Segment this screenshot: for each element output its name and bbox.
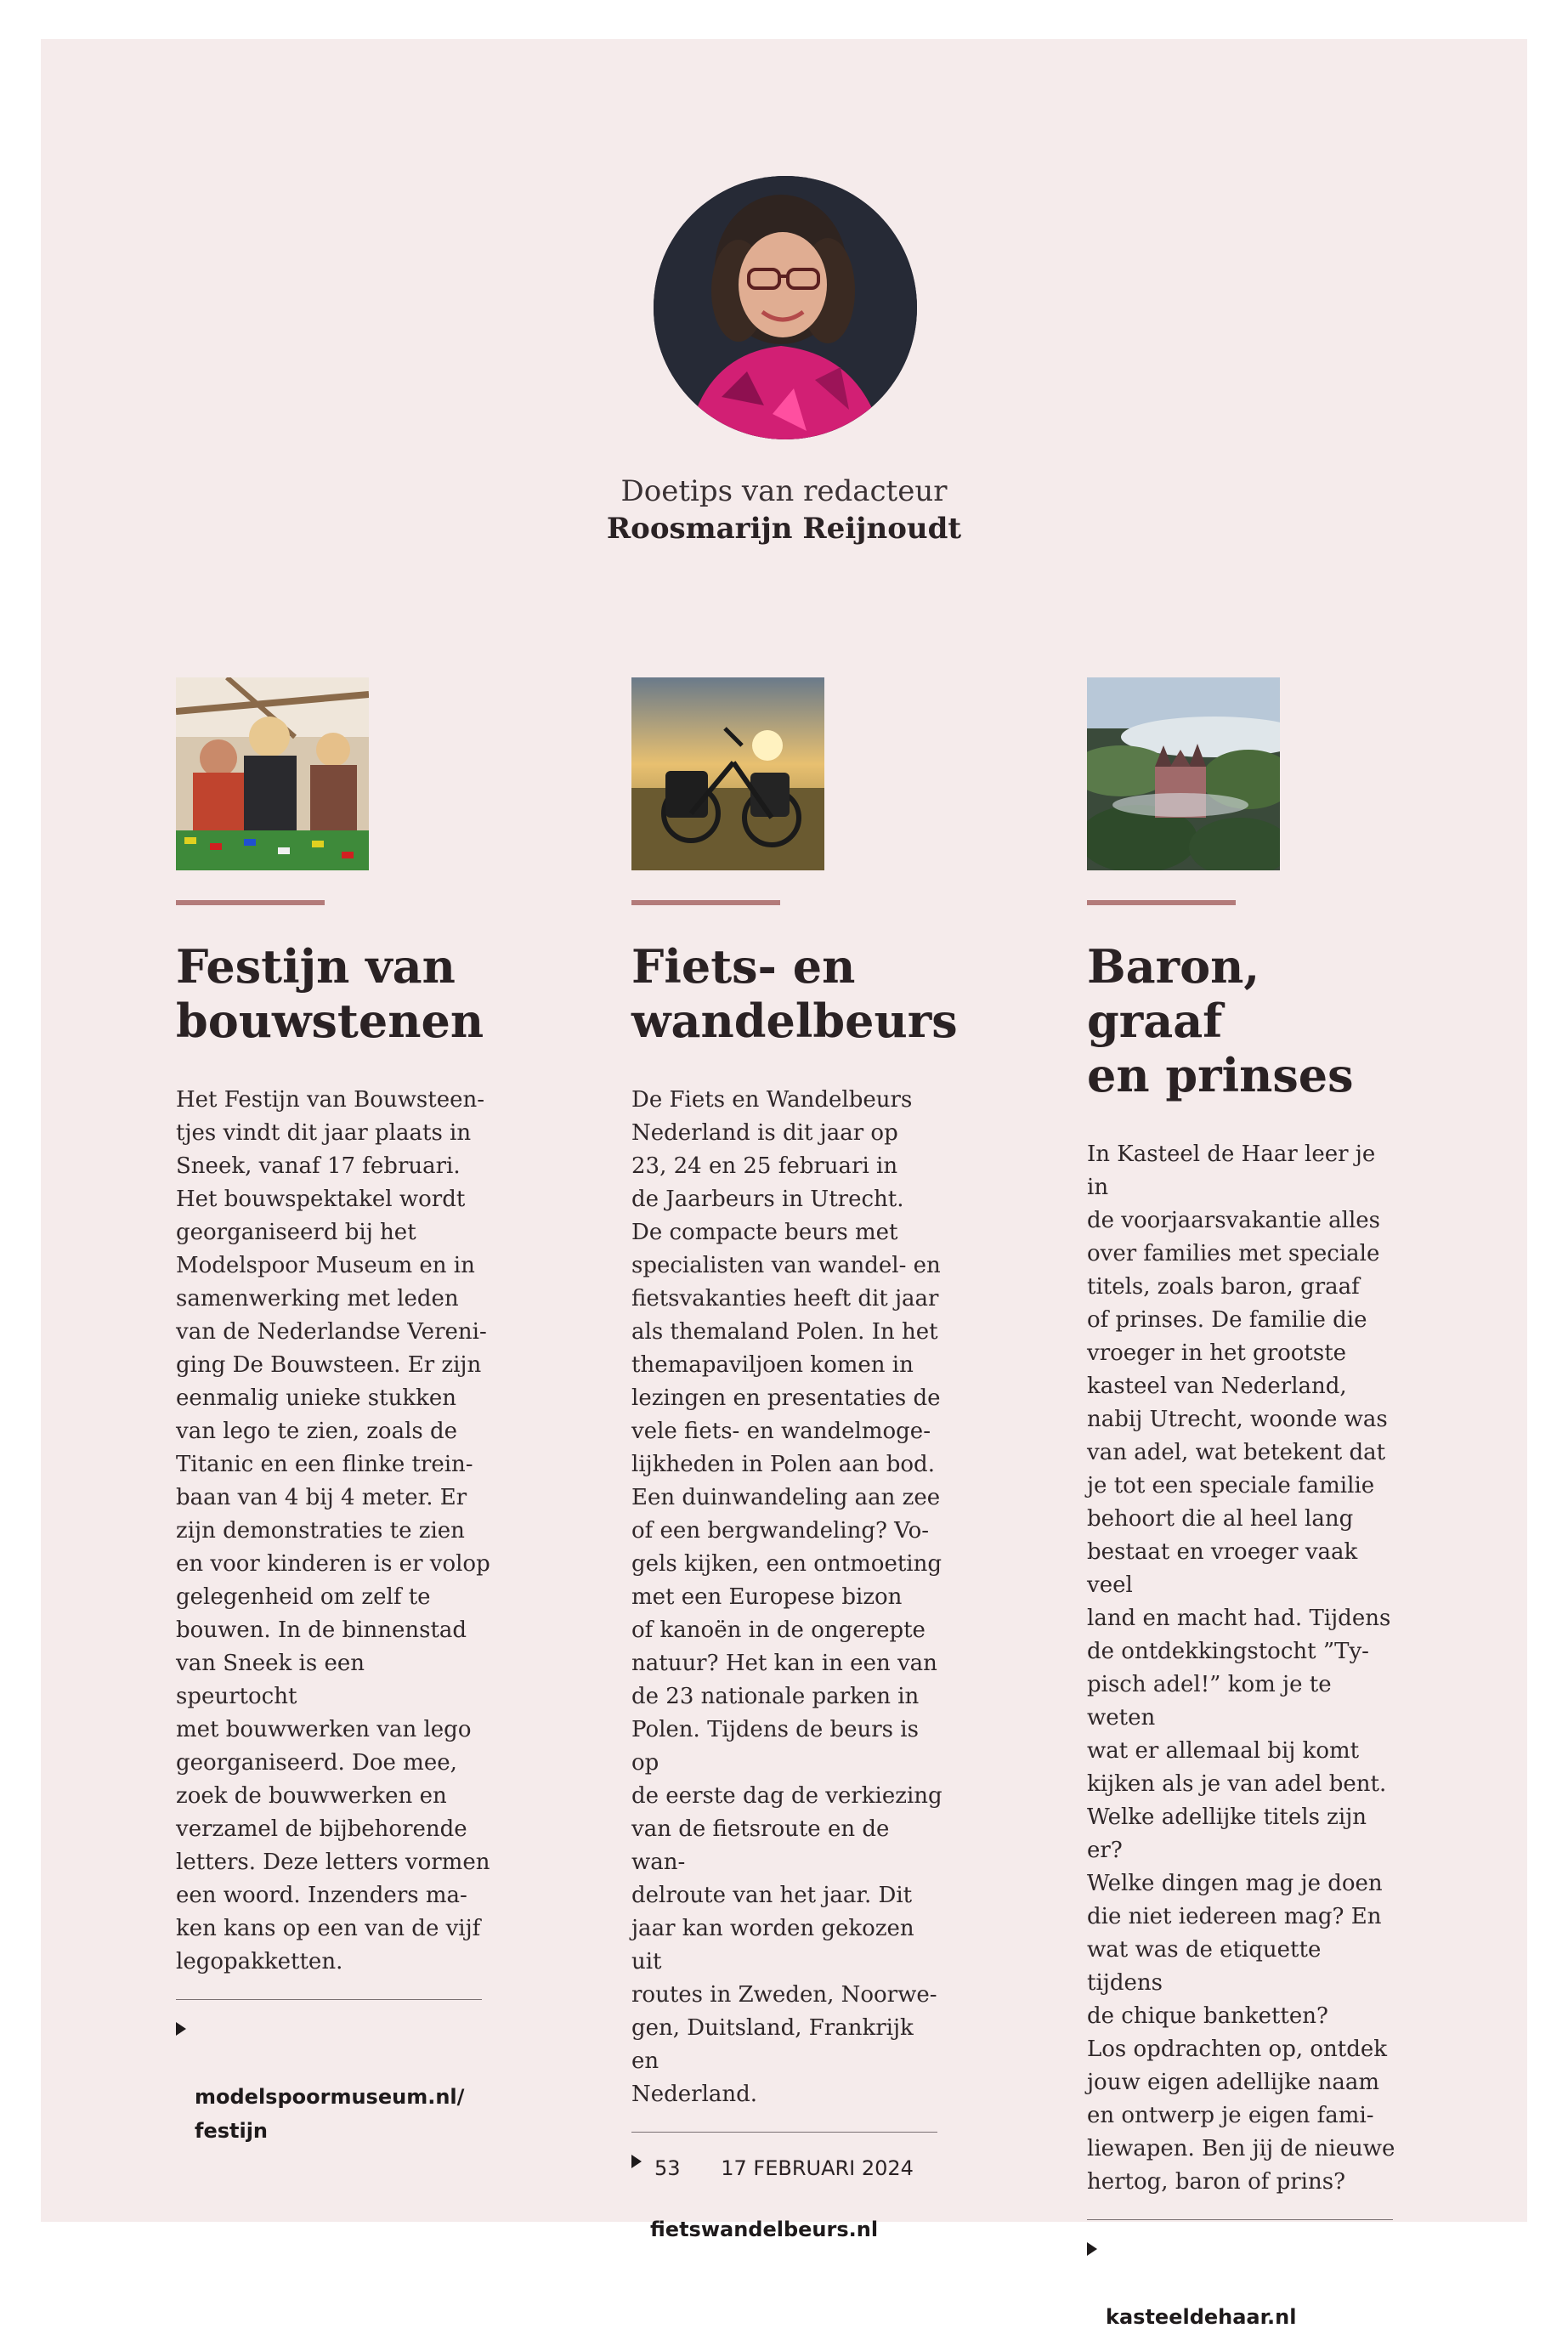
header-subtitle: Doetips van redacteur <box>620 474 948 508</box>
article-title: Fiets- en wandelbeurs <box>631 939 958 1048</box>
article-link-text: kasteeldehaar.nl <box>1106 2305 1297 2329</box>
author-avatar <box>654 176 917 439</box>
page-footer <box>0 2156 1568 2180</box>
article-body: De Fiets en Wandelbeurs Nederland is dit jaar op 23, 24 en 25 februari in de Jaarbeurs in Utrecht. De compacte beurs met specialisten van wandel- en fietsvakanties heeft dit jaar als themaland Polen. In het themapaviljoen komen in lezingen en presentaties de vele fiets- en wandelmoge- lijkheden in Polen aan bod. Een duinwandeling aan zee of een bergwandeling? Vo- gels kijken, een ontmoeting met een Europese bizon of kanoën in de ongerepte natuur? Het kan in een van de 23 nationale parken in Polen. Tijdens de beurs is op de eerste dag de verkiezing van de fietsroute en de wan- delroute van het jaar. Dit jaar kan worden gekozen uit routes in Zweden, Noorwe- gen, Duitsland, Frankrijk en Nederland. <box>631 1087 942 2107</box>
article-column-3 <box>1087 677 1393 2334</box>
page-number: 53 <box>654 2156 681 2180</box>
article-link[interactable] <box>176 2012 482 2148</box>
portrait-photo-icon <box>654 176 917 439</box>
children-lego-photo-icon <box>176 677 369 870</box>
article-title: Baron, graaf en prinses <box>1087 939 1354 1102</box>
castle-aerial-photo-icon <box>1087 677 1280 870</box>
issue-date: 17 FEBRUARI 2024 <box>721 2156 914 2180</box>
accent-divider <box>631 900 780 905</box>
accent-divider <box>176 900 325 905</box>
triangle-right-icon <box>176 2022 186 2036</box>
article-link-text: modelspoormuseum.nl/ festijn <box>195 2085 465 2143</box>
triangle-right-icon <box>1087 2242 1097 2256</box>
article-body: In Kasteel de Haar leer je in de voorjaarsvakantie alles over families met speciale titels, zoals baron, graaf of prinses. De familie die vroeger in het grootste kasteel van Nederland, nabij Utrecht, woonde was van adel, wat betekent dat je tot een speciale familie behoort die al heel lang bestaat en vroeger vaak veel land en macht had. Tijdens de ontdekkingstocht ”Ty- pisch adel!” kom je te weten wat er allemaal bij komt kijken als je van adel bent. Welke adellijke titels zijn er? Welke dingen mag je doen die niet iedereen mag? En wat was de etiquette tijdens de chique banketten? Los opdrachten op, ontdek jouw eigen adellijke naam en ontwerp je eigen fami- liewapen. Ben jij de nieuwe hertog, baron of prins? <box>1087 1142 1395 2195</box>
article-column-2 <box>631 677 958 2246</box>
accent-divider <box>1087 900 1236 905</box>
author-name: Roosmarijn Reijnoudt <box>606 512 962 546</box>
article-column-1 <box>176 677 490 2148</box>
article-image <box>631 677 824 870</box>
article-title: Festijn van bouwstenen <box>176 939 484 1048</box>
article-link-text: fietswandelbeurs.nl <box>650 2218 879 2241</box>
link-divider <box>631 2132 937 2133</box>
article-image <box>1087 677 1280 870</box>
article-link[interactable] <box>1087 2232 1393 2334</box>
link-divider <box>1087 2219 1393 2220</box>
article-image <box>176 677 369 870</box>
bicycle-sunset-photo-icon <box>631 677 824 870</box>
link-divider <box>176 1999 482 2000</box>
article-body: Het Festijn van Bouwsteen- tjes vindt dit jaar plaats in Sneek, vanaf 17 februari. Het bouwspektakel wordt georganiseerd bij het Modelspoor Museum en in samenwerking met leden van de Nederlandse Vereni- ging De Bouwsteen. Er zijn eenmalig unieke stukken van lego te zien, zoals de Titanic en een flinke trein- baan van 4 bij 4 meter. Er zijn demonstraties te zien en voor kinderen is er volop gelegenheid om zelf te bouwen. In de binnenstad van Sneek is een speurtocht met bouwwerken van lego georganiseerd. Doe mee, zoek de bouwwerken en verzamel de bijbehorende letters. Deze letters vormen een woord. Inzenders ma- ken kans op een van de vijf legopakketten. <box>176 1087 490 1974</box>
